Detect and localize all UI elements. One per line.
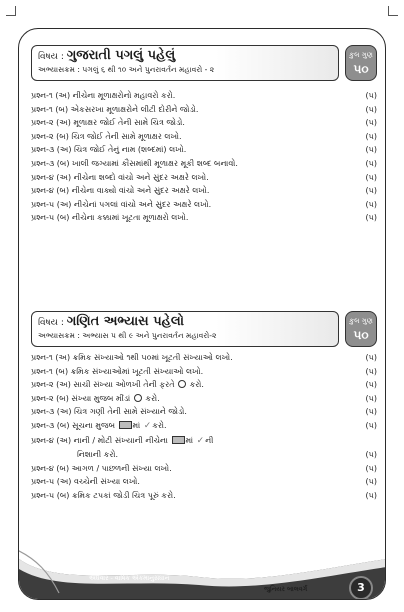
question-row (31, 462, 377, 476)
footer-left-text: અર્ધવાર - વાર્ષિક એકમાનુસંધાન (89, 574, 170, 582)
question-row (31, 489, 377, 503)
question-marks: (૫) (365, 199, 377, 209)
question-text: પ્રશ્ન-૫ (અ) નીચેનાં પગલાં વાંચો અને સુંદર અક્ષરે લખો. (31, 199, 212, 209)
question-text-part: કરો. (189, 380, 204, 390)
question-marks: (૫) (365, 118, 377, 128)
footer-swoosh (19, 529, 386, 600)
tick-icon: ✓ (143, 420, 152, 431)
circle-icon (134, 394, 142, 402)
question-text: પ્રશ્ન-૪ (અ) નીચેના શબ્દો વાંચો અને સુંદર અક્ષરે લખો. (31, 172, 209, 182)
question-marks: (૫) (365, 91, 377, 100)
subject-label: વિષય : (38, 318, 64, 328)
subject-title: ગુજરાતી પગલું પહેલું (66, 48, 176, 63)
question-text-part: પ્રશ્ન-૩ (બ) સૂચના મુજબ (31, 420, 115, 430)
question-row (31, 130, 377, 144)
total-marks-label: કુલ ગુણ (349, 317, 373, 325)
subject-label: વિષય : (38, 52, 64, 62)
syllabus-line: અભ્યાસક્રમ : અભ્યાસ ૫ થી ૯ અને પુનરાવર્તન મહાવરો-૨ (38, 331, 217, 340)
question-marks: (૫) (365, 420, 377, 430)
question-row (31, 143, 377, 157)
tick-icon: ✓ (196, 435, 205, 446)
subject-title: ગણિત અભ્યાસ પહેલો (66, 314, 184, 329)
total-marks-label: કુલ ગુણ (349, 51, 373, 59)
question-text: પ્રશ્ન-૫ (બ) ક્રમિક ટપકાં જોડી ચિત્ર પૂરું કરો. (31, 490, 176, 500)
question-text (31, 378, 204, 392)
page-number-badge: 3 (349, 576, 373, 600)
answer-box-icon (119, 421, 132, 429)
question-text: પ્રશ્ન-૧ (બ) એકસરખા મૂળાક્ષરોને લીટી દોરીને જોડો. (31, 104, 199, 114)
question-text: પ્રશ્ન-૫ (અ) વચ્ચેની સંખ્યા લખો. (31, 477, 140, 487)
question-marks: (૫) (365, 172, 377, 182)
question-text: પ્રશ્ન-૩ (અ) ચિત્ર જોઈ તેનું નામ (શબ્દમાં) લખો. (31, 145, 187, 155)
question-text-part: પ્રશ્ન-૨ (અ) સાચી સંખ્યા ઓળખી તેની ફરતે (31, 380, 175, 390)
question-row (31, 116, 377, 130)
syllabus-line: અભ્યાસક્રમ : પગલું ૬ થી ૧૦ અને પુનરાવર્તન મહાવરો - ૨ (38, 65, 215, 74)
question-marks: (૫) (365, 393, 377, 403)
question-text: પ્રશ્ન-૧ (બ) ક્રમિક સંખ્યાઓમાં ખૂટતી સંખ્યાઓ લખો. (31, 366, 204, 376)
question-marks: (૫) (365, 353, 377, 362)
question-row (31, 405, 377, 419)
question-text: નિશાની કરો. (77, 450, 119, 460)
question-text (31, 419, 167, 434)
question-text-part: ની (205, 435, 214, 445)
question-text: પ્રશ્ન-૨ (અ) મૂળાક્ષર જોઈ તેની સામે ચિત્ર જોડો. (31, 118, 185, 128)
circle-icon (178, 380, 186, 388)
gujarati-section-header (31, 45, 339, 81)
question-row (31, 184, 377, 198)
question-text (31, 392, 160, 406)
question-text: પ્રશ્ન-૫ (બ) નીચેના કક્કામાં ખૂટતા મૂળાક્ષરો લખો. (31, 213, 189, 223)
gujarati-question-list (31, 89, 377, 225)
question-marks: (૫) (365, 145, 377, 155)
question-text: પ્રશ્ન-૪ (બ) નીચેના વાક્યો વાંચો અને સુંદર અક્ષરે લખો. (31, 186, 210, 196)
footer-right-text: જુનિયર બાલવર્ગ (264, 585, 308, 593)
question-marks: (૫) (365, 477, 377, 487)
question-text: પ્રશ્ન-૧ (અ) નીચેના મૂળાક્ષરોનો મહાવરો કરો. (31, 91, 176, 100)
total-marks-box (345, 311, 377, 347)
answer-box-icon (172, 436, 185, 444)
question-row-continuation (31, 448, 377, 462)
question-row (31, 351, 377, 365)
question-marks: (૫) (365, 104, 377, 114)
total-marks-value: ૫૦ (353, 62, 369, 76)
question-text-part: કરો. (152, 420, 167, 430)
question-marks: (૫) (365, 186, 377, 196)
question-marks: (૫) (365, 158, 377, 168)
question-text: પ્રશ્ન-૧ (અ) ક્રમિક સંખ્યાઓ ૧થી ૫૦માં ખૂટતી સંખ્યાઓ લખો. (31, 353, 233, 362)
maths-question-list (31, 351, 377, 503)
question-marks: (૫) (365, 213, 377, 223)
question-marks: (૫) (365, 407, 377, 417)
question-text: પ્રશ્ન-૩ (અ) ચિત્ર ગણી તેની સામે સંખ્યાને જોડો. (31, 407, 187, 417)
question-text-part: માં (132, 420, 141, 430)
question-row (31, 89, 377, 103)
crop-mark-top-right (388, 6, 398, 16)
question-text: પ્રશ્ન-૨ (બ) ચિત્ર જોઈ તેની સામે મૂળાક્ષર લખો. (31, 131, 182, 141)
question-marks: (૫) (365, 131, 377, 141)
question-marks: (૫) (365, 463, 377, 473)
question-text: પ્રશ્ન-૪ (બ) આગળ / પાછળની સંખ્યા લખો. (31, 463, 172, 473)
question-row (31, 211, 377, 225)
question-text-part: માં (185, 435, 194, 445)
crop-mark-top-left (6, 6, 16, 16)
question-marks: (૫) (365, 490, 377, 500)
question-marks: (૫) (365, 380, 377, 390)
maths-section-header (31, 311, 339, 347)
question-row (31, 434, 377, 449)
question-row (31, 171, 377, 185)
question-row (31, 198, 377, 212)
question-text: પ્રશ્ન-૩ (બ) ખાલી જગ્યામાં કૌંસમાંથી મૂળાક્ષર મૂકી શબ્દ બનાવો. (31, 158, 238, 168)
question-marks: (૫) (365, 366, 377, 376)
question-row (31, 475, 377, 489)
question-marks: (૫) (365, 450, 377, 460)
question-text-part: કરો. (145, 393, 160, 403)
total-marks-value: ૫૦ (353, 328, 369, 342)
question-text-part: પ્રશ્ન-૨ (બ) સંખ્યા મુજબ મીંડાં (31, 393, 131, 403)
question-row (31, 378, 377, 392)
total-marks-box (345, 45, 377, 81)
page-card (18, 28, 386, 600)
question-row (31, 392, 377, 406)
question-row (31, 419, 377, 434)
question-text-part: પ્રશ્ન-૪ (અ) નાની / મોટી સંખ્યાની નીચેના (31, 435, 168, 445)
question-text (31, 434, 213, 449)
question-row (31, 103, 377, 117)
question-row (31, 365, 377, 379)
question-row (31, 157, 377, 171)
